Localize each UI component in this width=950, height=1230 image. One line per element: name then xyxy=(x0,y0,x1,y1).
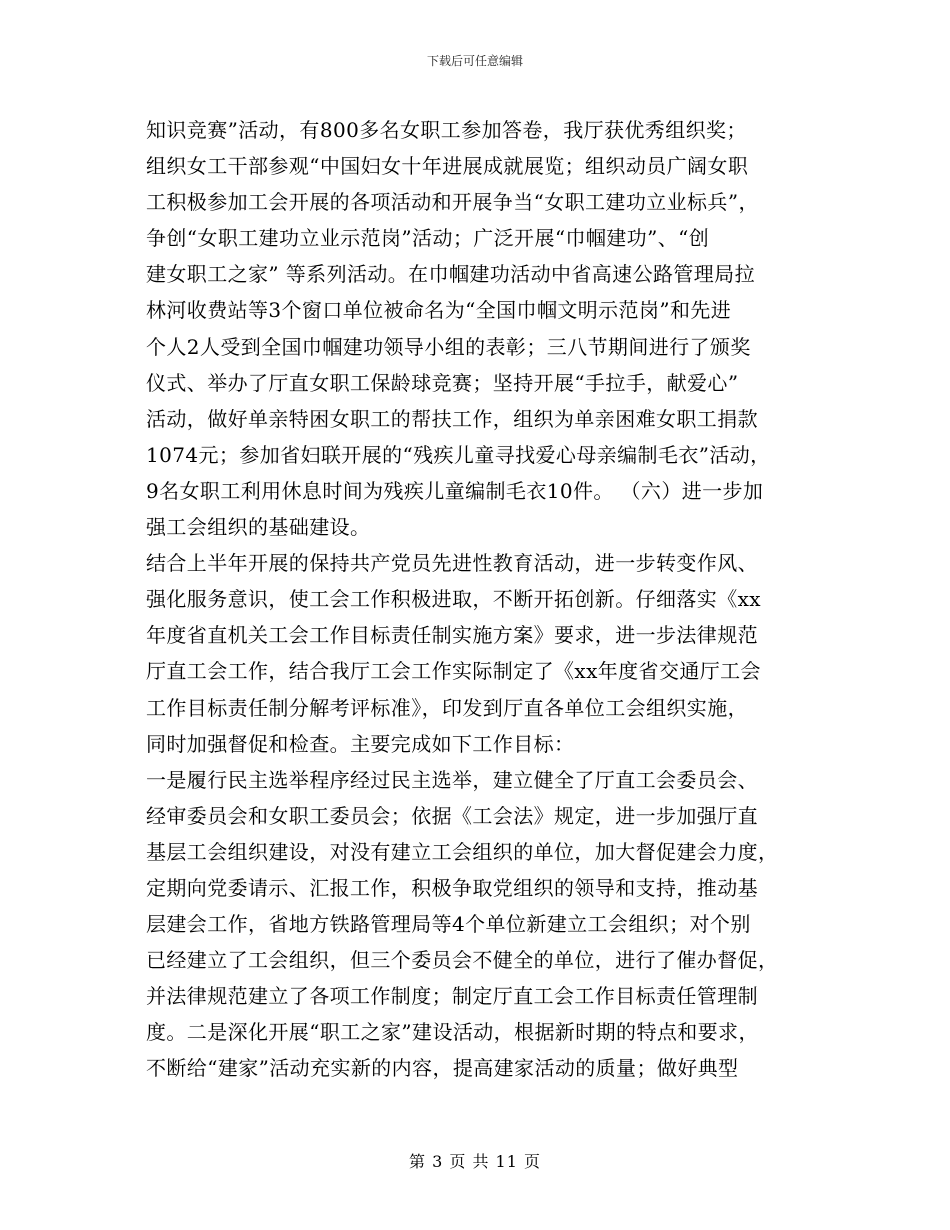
text-line: 强工会组织的基础建设。 xyxy=(146,515,371,540)
text-line: 1074元；参加省妇联开展的“残疾儿童寻找爱心母亲编制毛衣”活动， xyxy=(146,442,771,467)
text-line: 工积极参加工会开展的各项活动和开展争当“女职工建功立业标兵”， xyxy=(146,190,759,215)
text-line: 仪式、举办了厅直女职工保龄球竞赛；坚持开展“手拉手，献爱心” xyxy=(146,370,739,395)
text-line: 组织女工干部参观“中国妇女十年进展成就展览；组织动员广阔女职 xyxy=(146,154,749,179)
text-line: 层建会工作，省地方铁路管理局等4个单位新建立工会组织；对个别 xyxy=(146,912,751,937)
text-line: 基层工会组织建设，对没有建立工会组织的单位，加大督促建会力度， xyxy=(146,839,779,864)
text-line: 经审委员会和女职工委员会；依据《工会法》规定，进一步加强厅直 xyxy=(146,803,758,828)
text-line: 争创“女职工建功立业示范岗”活动；广泛开展“巾帼建功”、“创 xyxy=(146,226,710,251)
text-line: 厅直工会工作，结合我厅工会工作实际制定了《xx年度省交通厅工会 xyxy=(146,659,761,684)
document-body xyxy=(146,112,811,1087)
text-line: 结合上半年开展的保持共产党员先进性教育活动，进一步转变作风、 xyxy=(146,551,758,576)
page-header-note: 下载后可任意编辑 xyxy=(426,54,523,68)
text-line: 个人2人受到全国巾帼建功领导小组的表彰；三八节期间进行了颁奖 xyxy=(146,334,751,359)
text-line: 林河收费站等3个窗口单位被命名为“全国巾帼文明示范岗”和先进 xyxy=(146,298,732,323)
page-number-indicator: 第 3 页 共 11 页 xyxy=(409,1152,541,1171)
text-line: 一是履行民主选举程序经过民主选举，建立健全了厅直工会委员会、 xyxy=(146,767,758,792)
text-line: 年度省直机关工会工作目标责任制实施方案》要求，进一步法律规范 xyxy=(146,623,758,648)
text-line: 9名女职工利用休息时间为残疾儿童编制毛衣10件。 （六）进一步加 xyxy=(146,478,764,503)
text-line: 活动，做好单亲特困女职工的帮扶工作，组织为单亲困难女职工捐款 xyxy=(146,406,758,431)
text-line: 并法律规范建立了各项工作制度；制定厅直工会工作目标责任管理制 xyxy=(146,984,758,1009)
text-line: 已经建立了工会组织，但三个委员会不健全的单位，进行了催办督促， xyxy=(146,948,779,973)
text-line: 度。二是深化开展“职工之家”建设活动，根据新时期的特点和要求， xyxy=(146,1020,759,1045)
text-line: 不断给“建家”活动充实新的内容，提高建家活动的质量；做好典型 xyxy=(146,1056,739,1081)
text-line: 定期向党委请示、汇报工作，积极争取党组织的领导和支持，推动基 xyxy=(146,875,758,900)
text-line: 同时加强督促和检查。主要完成如下工作目标： xyxy=(146,731,575,756)
text-line: 建女职工之家” 等系列活动。在巾帼建功活动中省高速公路管理局拉 xyxy=(146,262,755,287)
text-line: 强化服务意识，使工会工作积极进取，不断开拓创新。仔细落实《xx xyxy=(146,587,761,612)
text-line: 知识竞赛”活动，有800多名女职工参加答卷，我厅获优秀组织奖； xyxy=(146,118,747,142)
text-line: 工作目标责任制分解考评标准》，印发到厅直各单位工会组织实施， xyxy=(146,695,748,720)
